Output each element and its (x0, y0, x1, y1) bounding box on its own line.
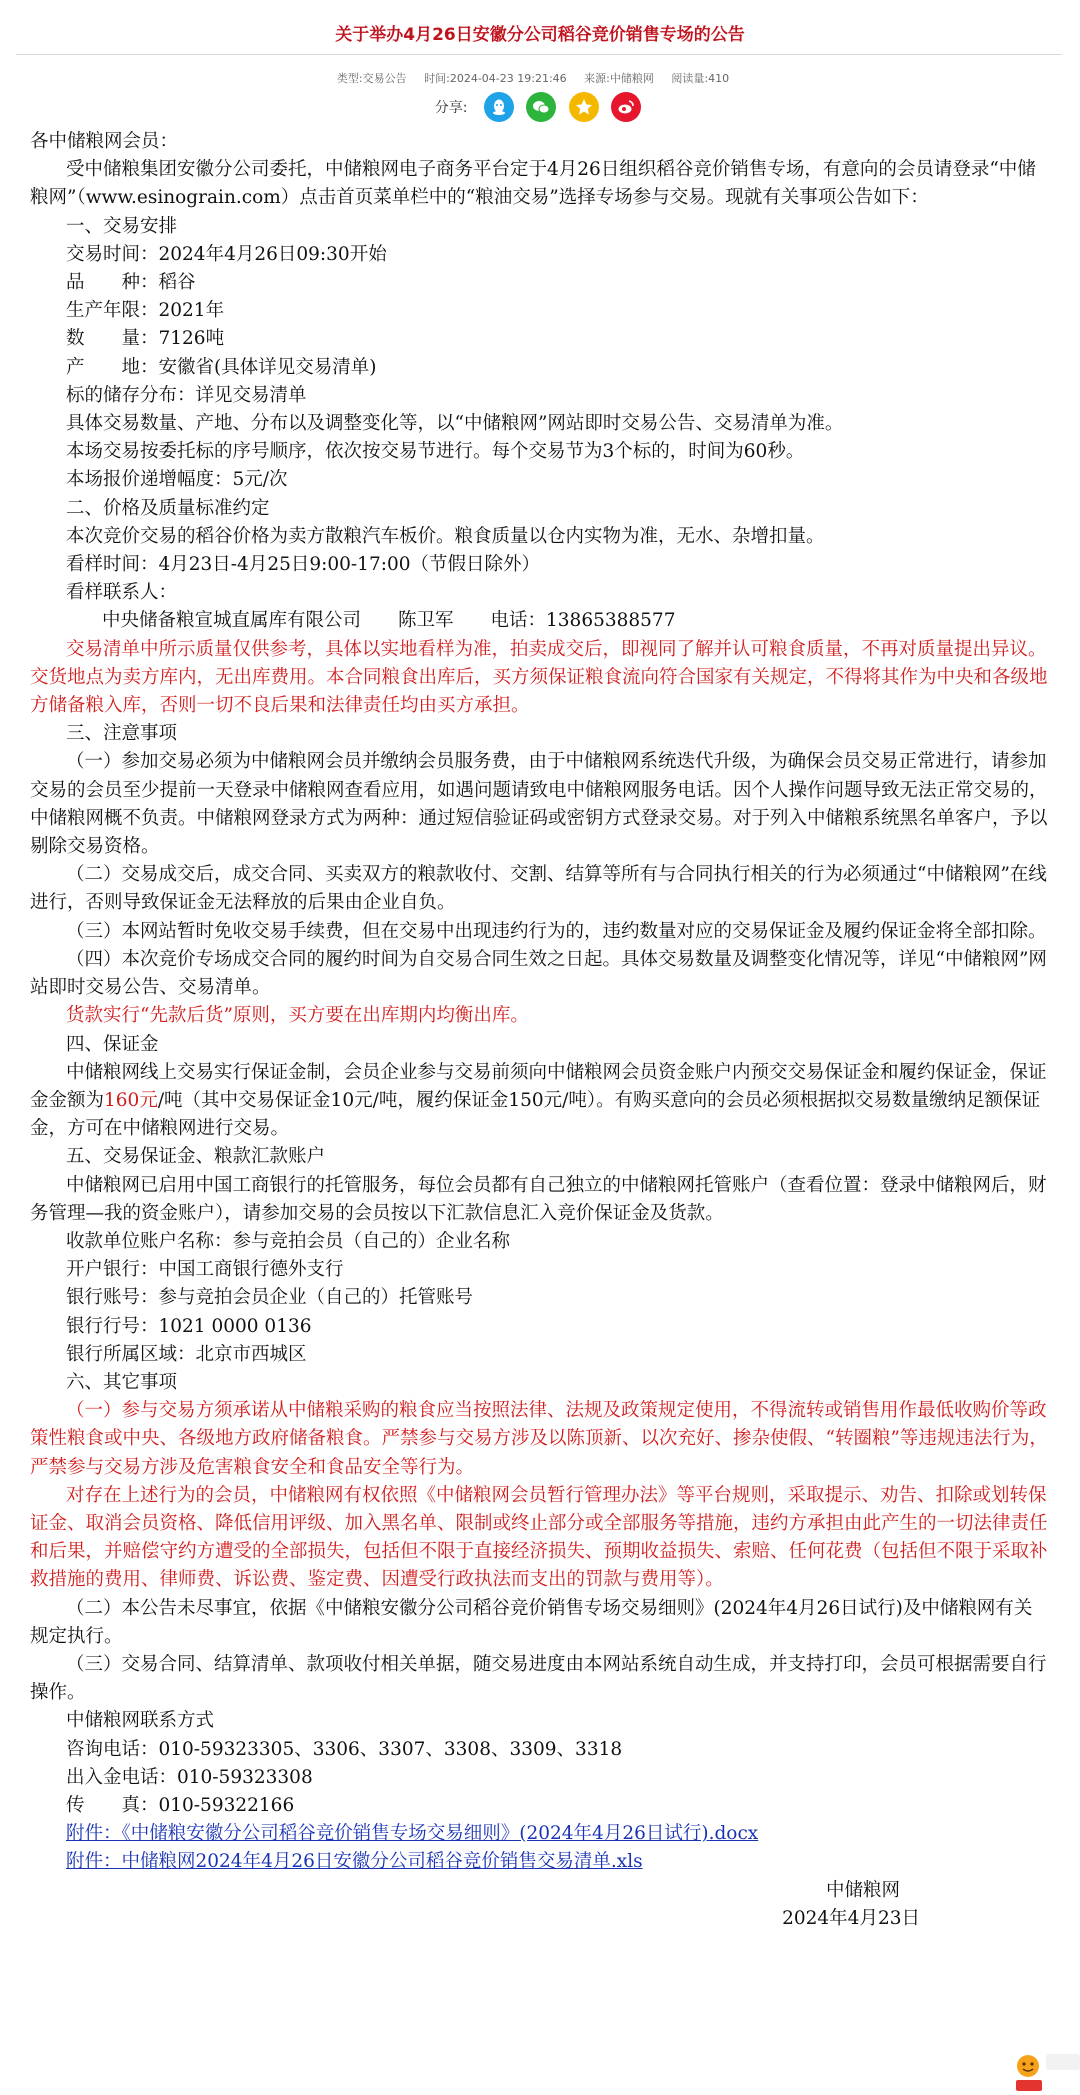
qzone-icon[interactable] (569, 92, 599, 122)
other-item-1: （一）参与交易方须承诺从中储粮采购的粮食应当按照法律、法规及政策规定使用，不得流转或销售用作最低收购价等政策性粮食或中央、各级地方政府储备粮食。严禁参与交易方涉及以陈顶新、以次充好、掺杂使假、“转圈粮”等违规违法行为，严禁参与交易方涉及危害粮食安全和食品安全等行为。 (30, 1400, 1048, 1478)
attachment-list-link[interactable]: 附件：中储粮网2024年4月26日安徽分公司稻谷竞价销售交易清单.xls (66, 1851, 643, 1873)
trade-time: 交易时间：2024年4月26日09:30开始 (66, 243, 387, 265)
intro-paragraph: 受中储粮集团安徽分公司委托，中储粮网电子商务平台定于4月26日组织稻谷竞价销售专场，有意向的会员请登录“中储粮网”（www.esinograin.com）点击首页菜单栏中的“粮油交易”选择专场参与交易。现就有关事项公告如下： (30, 159, 1036, 209)
meta-views-value: 410 (708, 72, 730, 85)
qq-icon[interactable] (484, 92, 514, 122)
margin-text-a: 中储粮网线上交易实行保证金制，会员企业参与交易前须向中储粮网会员资金账户内预交交易保证金和履约保证金，保证金金额为 (30, 1061, 1047, 1111)
bank-name: 开户银行：中国工商银行德外支行 (66, 1259, 344, 1281)
meta-time-value: 2024-04-23 19:21:46 (449, 72, 567, 85)
notice-item-1: （一）参加交易必须为中储粮网会员并缴纳会员服务费，由于中储粮网系统迭代升级，为确保会员交易正常进行，请参加交易的会员至少提前一天登录中储粮网查看应用，如遇问题请致电中储粮网服务电话。因个人操作问题导致无法正常交易的，中储粮网概不负责。中储粮网登录方式为两种：通过短信验证码或密钥方式登录交易。对于列入中储粮系统黑名单客户，予以剔除交易资格。 (30, 751, 1048, 858)
fax: 传 真：010-59322166 (66, 1794, 295, 1816)
margin-amount: 160元 (104, 1089, 158, 1111)
price-quality: 本次竞价交易的稻谷价格为卖方散粮汽车板价。粮食质量以仓内实物为准，无水、杂增扣量。 (66, 525, 825, 547)
other-item-2: （二）本公告未尽事宜，依据《中储粮安徽分公司稻谷竞价销售专场交易细则》(2024年4月26日试行)及中储粮网有关规定执行。 (30, 1597, 1033, 1647)
signature-org: 中储粮网 (825, 1879, 900, 1901)
section-heading-2: 二、价格及质量标准约定 (66, 497, 270, 519)
section-heading-4: 四、保证金 (66, 1033, 159, 1055)
other-item-3: （三）交易合同、结算清单、款项收付相关单据，随交易进度由本网站系统自动生成，并支持打印，会员可根据需要自行操作。 (30, 1653, 1047, 1704)
notice-item-3: （三）本网站暂时免收交易手续费，但在交易中出现违约行为的，违约数量对应的交易保证金及履约保证金将全部扣除。 (66, 920, 1047, 942)
section-heading-1: 一、交易安排 (66, 215, 178, 237)
share-label: 分享: (434, 100, 468, 116)
payee-name: 收款单位账户名称：参与竞拍会员（自己的）企业名称 (66, 1230, 511, 1252)
inspection-contact: 中央储备粮宣城直属库有限公司 陈卫军 电话：13865388577 (102, 610, 676, 632)
contact-heading: 中储粮网联系方式 (66, 1710, 215, 1732)
production-year: 生产年限：2021年 (66, 300, 225, 322)
meta-time-key: 时间: (424, 72, 450, 85)
attachment-rules-link[interactable]: 附件：《中储粮安徽分公司稻谷竞价销售专场交易细则》(2024年4月26日试行).docx (66, 1823, 759, 1845)
origin: 产 地：安徽省(具体详见交易清单) (66, 356, 377, 378)
section-heading-3: 三、注意事项 (66, 723, 178, 745)
meta-source-key: 来源: (584, 72, 610, 85)
bid-increment: 本场报价递增幅度：5元/次 (66, 469, 288, 491)
custody-note: 中储粮网已启用中国工商银行的托管服务，每位会员都有自己独立的中储粮网托管账户（查看位置：登录中储粮网后，财务管理—我的资金账户），请参加交易的会员按以下汇款信息汇入竞价保证金及货款。 (30, 1174, 1047, 1224)
violation-measures: 对存在上述行为的会员，中储粮网有权依照《中储粮网会员暂行管理办法》等平台规则，采取提示、劝告、扣除或划转保证金、取消会员资格、降低信用评级、加入黑名单、限制或终止部分或全部服务等措施，违约方承担由此产生的一切法律责任和后果，并赔偿守约方遭受的全部损失，包括但不限于直接经济损失、预期收益损失、索赔、任何花费（包括但不限于采取补救措施的费用、律师费、诉讼费、鉴定费、因遭受行政执法而支出的罚款与费用等）。 (30, 1484, 1048, 1591)
article-meta (0, 70, 1080, 86)
title-divider (16, 54, 1062, 55)
account-number: 银行账号：参与竞拍会员企业（自己的）托管账号 (66, 1287, 474, 1309)
quality-warning: 交易清单中所示质量仅供参考，具体以实地看样为准，拍卖成交后，即视同了解并认可粮食质量，不再对质量提出异议。交货地点为卖方库内，无出库费用。本合同粮食出库后，买方须保证粮食流向符合国家有关规定，不得将其作为中央和各级地方储备粮入库，否则一切不良后果和法律责任均由买方承担。 (30, 638, 1048, 717)
storage-distribution: 标的储存分布：详见交易清单 (66, 384, 307, 406)
notice-item-2: （二）交易成交后，成交合同、买卖双方的粮款收付、交割、结算等所有与合同执行相关的行为必须通过“中储粮网”在线进行，否则导致保证金无法释放的后果由企业自负。 (30, 864, 1047, 914)
signature-date: 2024年4月23日 (782, 1907, 920, 1929)
bank-code: 银行行号：1021 0000 0136 (66, 1315, 312, 1337)
share-bar (0, 92, 1080, 122)
consult-phone: 咨询电话：010-59323305、3306、3307、3308、3309、3318 (66, 1738, 623, 1760)
inspection-time: 看样时间：4月23日-4月25日9:00-17:00（节假日除外） (66, 554, 540, 576)
payment-rule: 货款实行“先款后货”原则，买方要在出库期内均衡出库。 (66, 1005, 529, 1027)
order-note: 本场交易按委托标的序号顺序，依次按交易节进行。每个交易节为3个标的，时间为60秒。 (66, 441, 805, 463)
weibo-icon[interactable] (611, 92, 641, 122)
bank-region: 银行所属区域：北京市西城区 (66, 1343, 307, 1365)
salutation: 各中储粮网会员： (30, 131, 179, 152)
section-heading-6: 六、其它事项 (66, 1371, 178, 1393)
meta-views-key: 阅读量: (671, 72, 709, 85)
floating-helper-icon[interactable] (1008, 2048, 1080, 2091)
wechat-icon[interactable] (526, 92, 556, 122)
detail-note: 具体交易数量、产地、分布以及调整变化等，以“中储粮网”网站即时交易公告、交易清单为准。 (66, 413, 844, 435)
fund-phone: 出入金电话：010-59323308 (66, 1766, 313, 1788)
article-body (30, 128, 1050, 1933)
quantity: 数 量：7126吨 (66, 328, 225, 350)
notice-item-4: （四）本次竞价专场成交合同的履约时间为自交易合同生效之日起。具体交易数量及调整变化情况等，详见“中储粮网”网站即时交易公告、交易清单。 (30, 948, 1047, 999)
section-heading-5: 五、交易保证金、粮款汇款账户 (66, 1146, 326, 1168)
margin-paragraph (30, 1059, 1050, 1144)
meta-type-key: 类型: (336, 72, 363, 85)
inspection-contact-label: 看样联系人： (66, 582, 178, 604)
meta-source-value: 中储粮网 (609, 72, 654, 85)
page-title: 关于举办4月26日安徽分公司稻谷竞价销售专场的公告 (335, 25, 745, 45)
meta-type-value: 交易公告 (362, 72, 407, 85)
variety: 品 种：稻谷 (66, 272, 196, 294)
margin-text-c: /吨（其中交易保证金10元/吨，履约保证金150元/吨）。有购买意向的会员必须根据拟交易数量缴纳足额保证金，方可在中储粮网进行交易。 (30, 1089, 1041, 1140)
